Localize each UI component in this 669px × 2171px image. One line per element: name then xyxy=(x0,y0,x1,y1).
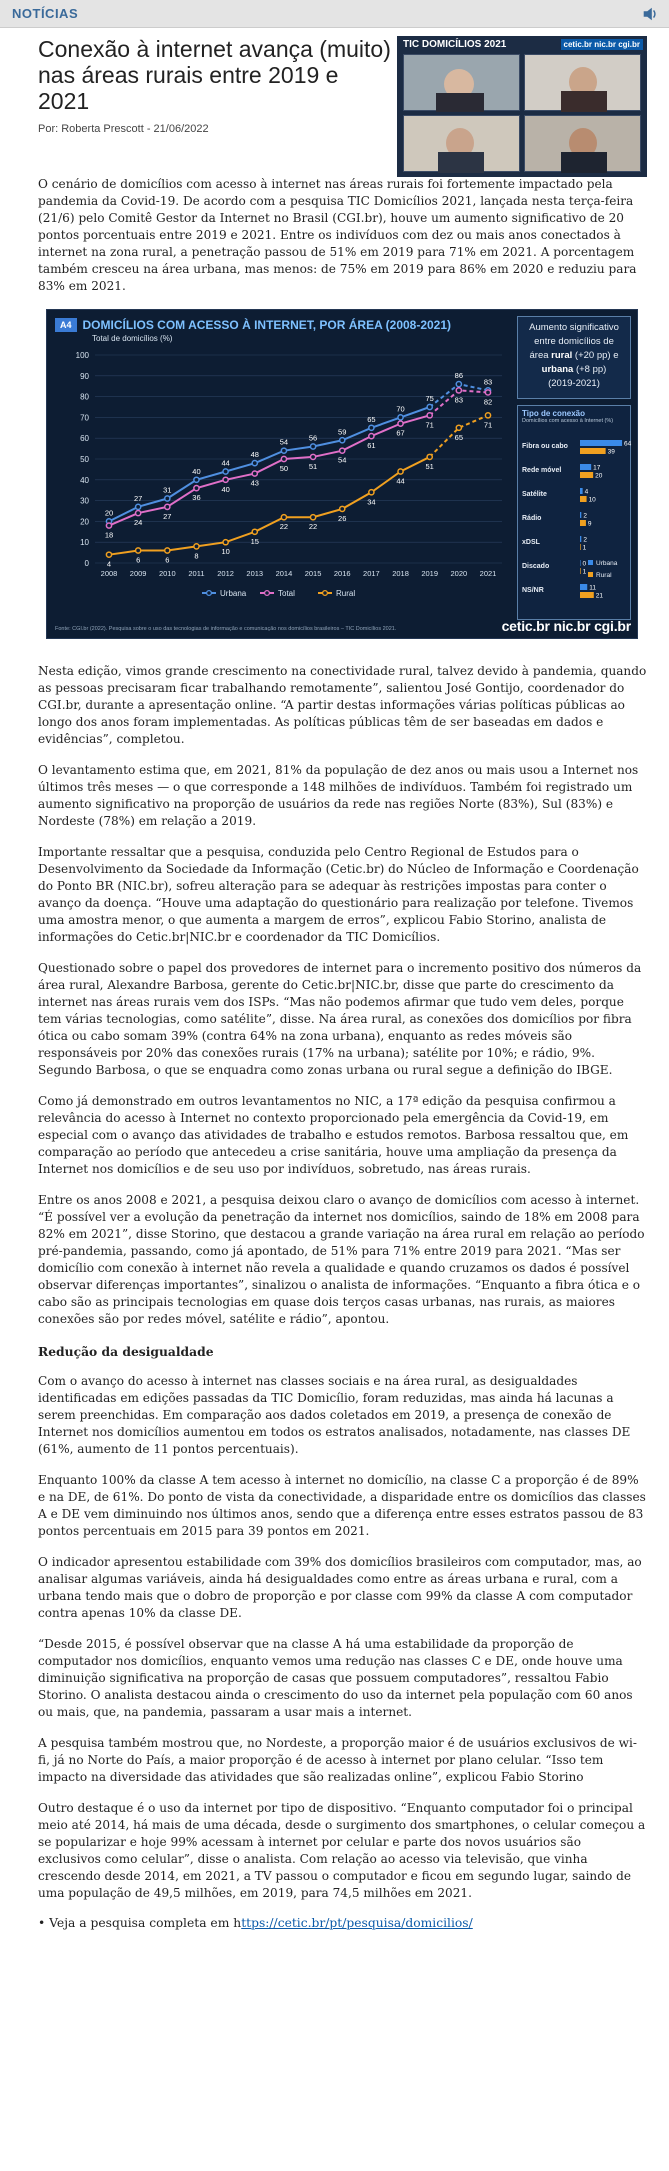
bar-rural xyxy=(580,544,581,550)
data-point xyxy=(427,454,432,459)
chart-badge: A4 xyxy=(55,318,77,332)
chart-title: DOMICÍLIOS COM ACESSO À INTERNET, POR ÁREA (2008-2021) xyxy=(82,318,452,332)
data-point xyxy=(369,490,374,495)
legend-marker xyxy=(207,591,212,596)
bar-value-label: 4 xyxy=(584,488,589,496)
x-tick-label: 2016 xyxy=(333,569,351,578)
x-tick-label: 2008 xyxy=(100,569,118,578)
data-point xyxy=(456,382,461,387)
y-tick-label: 90 xyxy=(80,371,89,381)
data-point xyxy=(485,390,490,395)
data-label: 22 xyxy=(279,522,289,532)
bar-value-label: 2 xyxy=(583,512,587,520)
bar-rural xyxy=(580,496,587,502)
body-paragraph: O levantamento estima que, em 2021, 81% da população de dez anos ou mais usou a Internet nos últimos três meses — o que corresponde a 148 milhões de indivíduos. Também foi registrado um aumento significativo na proporção de usuários da rede nas regiões Norte (83%), Sul (83%) e Nordeste (78%) em relação a 2019. xyxy=(38,763,639,828)
y-tick-label: 10 xyxy=(80,538,89,548)
data-point xyxy=(223,469,228,474)
internet-access-chart xyxy=(46,309,638,639)
x-tick-label: 2015 xyxy=(304,569,322,578)
x-tick-label: 2010 xyxy=(158,569,176,578)
bar-value-label: 20 xyxy=(595,472,603,480)
bar-chart-title: Tipo de conexão xyxy=(522,409,585,418)
data-label: 22 xyxy=(308,522,318,532)
y-tick-label: 80 xyxy=(80,392,89,402)
bar-value-label: 2 xyxy=(583,536,587,544)
data-point xyxy=(281,456,286,461)
data-point xyxy=(310,454,315,459)
series-line-rural xyxy=(109,457,430,555)
bar-urbana xyxy=(580,560,581,566)
data-point xyxy=(310,515,315,520)
data-label: 83 xyxy=(483,377,493,387)
data-point xyxy=(223,540,228,545)
data-point xyxy=(398,469,403,474)
section-bar xyxy=(0,0,669,28)
bar-category-label: Satélite xyxy=(522,491,547,498)
data-point xyxy=(485,413,490,418)
bar-value-label: 17 xyxy=(593,464,601,472)
data-label: 44 xyxy=(221,458,230,468)
bar-legend-swatch xyxy=(588,560,593,565)
body-paragraph: Enquanto 100% da classe A tem acesso à internet no domicílio, na classe C a proporção é de 89% e na DE, de 61%. Do ponto de vista da conectividade, a disparidade entre os domicílios das classes A e DE vem diminuindo nos últimos anos, sendo que a diferença entre esses estratos passou de 83 pontos percentuais em 2015 para 39 pontos em 2021. xyxy=(38,1473,646,1538)
data-label: 65 xyxy=(367,414,376,424)
data-label: 34 xyxy=(367,497,376,507)
bar-legend-label: Rural xyxy=(596,572,612,579)
bar-urbana xyxy=(580,488,583,494)
body-paragraph: A pesquisa também mostrou que, no Nordeste, a proporção maior é de usuários exclusivos de wi-fi, já no Norte do País, a maior proporção é de acesso à internet por plano celular. “Isso tem impacto na diversidade das atividades que são realizadas online”, explicou Fabio Storino xyxy=(38,1736,637,1784)
data-point xyxy=(398,415,403,420)
legend-label: Urbana xyxy=(220,589,247,598)
bar-urbana xyxy=(580,584,587,590)
data-point xyxy=(427,404,432,409)
bar-urbana xyxy=(580,512,581,518)
article xyxy=(0,36,669,1930)
data-label: 40 xyxy=(221,484,230,494)
callout-line: entre domicílios de xyxy=(534,336,614,347)
data-point xyxy=(310,444,315,449)
data-label: 59 xyxy=(338,427,347,437)
bar-category-label: NS/NR xyxy=(522,587,544,594)
line-chart-svg xyxy=(47,310,512,610)
data-label: 54 xyxy=(279,437,289,447)
data-point xyxy=(165,504,170,509)
data-point xyxy=(281,515,286,520)
bar-value-label: 64 xyxy=(624,440,632,448)
data-label: 65 xyxy=(454,432,464,442)
video-tile xyxy=(524,115,641,172)
callout-rural: rural xyxy=(551,350,573,361)
data-label: 10 xyxy=(221,547,230,557)
data-label: 43 xyxy=(250,478,259,488)
data-label: 50 xyxy=(279,464,289,473)
x-tick-label: 2018 xyxy=(392,569,409,578)
data-point xyxy=(194,486,199,491)
data-label: 8 xyxy=(194,551,199,561)
bar-value-label: 39 xyxy=(607,448,615,456)
bar-value-label: 0 xyxy=(582,560,587,568)
legend-label: Rural xyxy=(336,589,356,598)
survey-link[interactable]: ttps://cetic.br/pt/pesquisa/domicilios/ xyxy=(241,1916,473,1930)
callout-line: (2019-2021) xyxy=(548,378,600,389)
video-tile xyxy=(403,54,520,111)
data-label: 70 xyxy=(396,404,405,414)
data-label: 67 xyxy=(396,428,405,438)
data-point xyxy=(340,448,345,453)
x-tick-label: 2017 xyxy=(363,569,380,578)
x-tick-label: 2009 xyxy=(129,569,147,578)
data-label: 36 xyxy=(192,493,201,503)
bar-rural xyxy=(580,520,586,526)
legend-marker xyxy=(265,591,270,596)
speaker-icon[interactable] xyxy=(641,5,659,23)
byline: Por: Roberta Prescott - 21/06/2022 xyxy=(38,123,209,135)
data-point xyxy=(136,504,141,509)
chart-subtitle: Total de domicílios (%) xyxy=(92,334,173,343)
data-label: 27 xyxy=(163,511,172,521)
bar-rural xyxy=(580,448,606,454)
bar-chart-svg xyxy=(518,430,630,618)
data-label: 27 xyxy=(133,493,143,503)
event-photo xyxy=(397,36,647,177)
data-label: 75 xyxy=(425,394,434,403)
chart-brand: cetic.br nic.br cgi.br xyxy=(501,618,631,634)
bar-value-label: 11 xyxy=(589,584,596,592)
data-point xyxy=(252,471,257,476)
data-label: 86 xyxy=(454,371,464,381)
footer-link-line xyxy=(38,1916,647,1930)
bar-category-label: Fibra ou cabo xyxy=(522,443,568,450)
data-label: 56 xyxy=(308,433,318,443)
bar-value-label: 10 xyxy=(588,496,596,504)
bar-value-label: 1 xyxy=(582,544,587,552)
data-point xyxy=(165,496,170,501)
data-point xyxy=(106,523,111,528)
callout-urbana: urbana xyxy=(541,364,574,375)
data-label: 44 xyxy=(396,476,405,486)
data-point xyxy=(106,552,111,557)
data-point xyxy=(281,448,286,453)
y-tick-label: 40 xyxy=(80,475,89,485)
data-label: 83 xyxy=(454,395,464,405)
data-point xyxy=(194,544,199,549)
data-point xyxy=(194,477,199,482)
body-paragraph: Com o avanço do acesso à internet nas classes sociais e na área rural, as desigualdades identificadas em edições passadas da TIC Domicílio, foram reduzidas, mas ainda há lacunas a serem preenchidas. Em comparação aos dados coletados em 2019, a presença de conexão de Internet nos domicílios aumentou em todos os estratos analisados, notadamente, nas classes DE (61%, aumento de 11 pontos percentuais). xyxy=(38,1374,631,1456)
data-point xyxy=(136,510,141,515)
callout-text: área xyxy=(529,350,552,361)
x-tick-label: 2021 xyxy=(479,569,497,578)
bar-urbana xyxy=(580,464,591,470)
data-label: 6 xyxy=(165,555,170,565)
y-tick-label: 70 xyxy=(80,413,89,423)
bar-urbana xyxy=(580,536,581,542)
data-label: 54 xyxy=(338,455,347,465)
data-label: 4 xyxy=(106,559,112,569)
data-point xyxy=(427,413,432,418)
y-tick-label: 100 xyxy=(75,351,89,360)
photo-logos: cetic.br nic.br cgi.br xyxy=(561,39,643,50)
y-tick-label: 60 xyxy=(80,434,89,444)
body-paragraph: Questionado sobre o papel dos provedores de internet para o incremento positivo dos números da área rural, Alexandre Barbosa, gerente do Cetic.br|NIC.br, disse que parte do crescimento da internet nas áreas rurais vem dos ISPs. “Mas não podemos afirmar que tudo vem deles, porque tem várias tecnologias, como satélite”, disse. Na área rural, as conexões dos domicílios por fibra ótica ou cabo somam 39% (contra 64% na zona urbana), enquanto as redes móveis são responsáveis por 20% das conexões rurais (17% na urbana); satélite por 10%; e rádio, 9%. Segundo Barbosa, o que se enquadra como zonas urbana ou rural segue a definição do IBGE. xyxy=(38,961,642,1077)
y-tick-label: 0 xyxy=(84,559,89,568)
x-tick-label: 2011 xyxy=(188,569,205,578)
x-tick-label: 2014 xyxy=(275,569,293,578)
bar-value-label: 1 xyxy=(582,568,587,576)
section-title: NOTÍCIAS xyxy=(12,6,79,21)
body-paragraph: Nesta edição, vimos grande crescimento na conectividade rural, talvez devido à pandemia, quando as pessoas precisaram ficar trabalhando remotamente”, salientou José Gontijo, coordenador do CGI.br, durante a apresentação online. “A partir destas informações várias políticas públicas ao longo dos anos foram implementadas. As políticas públicas têm de ser baseadas em dados e evidências”, completou. xyxy=(38,664,647,746)
y-tick-label: 50 xyxy=(80,455,89,464)
data-point xyxy=(136,548,141,553)
data-label: 26 xyxy=(338,513,347,523)
bar-category-label: Rádio xyxy=(522,515,542,522)
data-point xyxy=(340,438,345,443)
body-paragraph: “Desde 2015, é possível observar que na classe A há uma estabilidade da proporção de computador nos domicílios, enquanto vemos uma redução nas classes C e DE, onde houve uma diminuição significativa na proporção de casas que possuem computadores”, ressaltou Fabio Storino. O analista destacou ainda o crescimento do uso da internet pela população com 60 anos ou mais, que, na pandemia, passaram a usar mais a internet. xyxy=(38,1637,633,1719)
data-label: 40 xyxy=(192,466,201,476)
x-tick-label: 2013 xyxy=(246,569,264,578)
data-label: 71 xyxy=(483,420,493,430)
x-tick-label: 2019 xyxy=(421,569,439,578)
bar-category-label: xDSL xyxy=(522,539,540,546)
bar-chart-subtitle: Domicílios com acesso à Internet (%) xyxy=(522,418,614,424)
legend-label: Total xyxy=(278,589,295,598)
photo-caption: TIC DOMICÍLIOS 2021 xyxy=(403,39,507,50)
video-tile xyxy=(403,115,520,172)
bar-legend-label: Urbana xyxy=(596,560,618,567)
data-point xyxy=(340,506,345,511)
series-line-urbana xyxy=(109,407,430,521)
bar-rural xyxy=(580,472,593,478)
callout-text: (+8 pp) xyxy=(573,364,607,375)
data-label: 15 xyxy=(250,536,259,546)
data-label: 24 xyxy=(133,518,143,528)
x-tick-label: 2020 xyxy=(450,569,468,578)
subheading: Redução da desigualdade xyxy=(38,1344,214,1359)
data-point xyxy=(456,425,461,430)
bar-urbana xyxy=(580,440,622,446)
data-point xyxy=(252,461,257,466)
data-point xyxy=(456,388,461,393)
data-label: 51 xyxy=(425,461,434,471)
body-paragraph: O indicador apresentou estabilidade com 39% dos domicílios brasileiros com computador, mas, ao analisar algumas variáveis, ainda há desigualdades como entre as áreas urbana e rural, com a urbana tendo mais que o dobro de proporção e por classe com 99% da classe A com computador contra apenas 10% da classe DE. xyxy=(38,1555,642,1620)
article-title: Conexão à internet avança (muito) nas áreas rurais entre 2019 e 2021 xyxy=(38,36,391,114)
data-label: 6 xyxy=(136,555,141,565)
bar-category-label: Discado xyxy=(522,563,550,570)
bar-value-label: 9 xyxy=(587,520,592,528)
lead-paragraph: O cenário de domicílios com acesso à internet nas áreas rurais foi fortemente impactado pela pandemia da Covid-19. De acordo com a pesquisa TIC Domicílios 2021, lançada nesta terça-feira (21/6) pelo Comitê Gestor da Internet no Brasil (CGI.br), houve um aumento significativo de 20 pontos porcentuais entre 2019 e 2021. Entre os indivíduos com dez ou mais anos conectados à internet na zona rural, a penetração passou de 51% em 2019 para 71% em 2021. A porcentagem também cresceu na área urbana, mas menos: de 75% em 2019 para 86% em 2020 e reduziu para 83% em 2021. xyxy=(38,177,637,293)
data-point xyxy=(398,421,403,426)
data-point xyxy=(369,425,374,430)
video-tile xyxy=(524,54,641,111)
bar-rural xyxy=(580,568,581,574)
bar-category-label: Rede móvel xyxy=(522,467,562,474)
callout-line: Aumento significativo xyxy=(529,322,619,333)
body-paragraph: Entre os anos 2008 e 2021, a pesquisa deixou claro o avanço de domicílios com acesso à internet. “É possível ver a evolução da penetração da internet nos domicílios, saindo de 18% em 2008 para 82% em 2021”, disse Storino, que destacou a grande variação na área rural em relação ao período pré-pandemia, passando, como já apontado, de 51% para 71% entre 2019 para 2021. “Mas ser domicílio com conexão à internet não revela a qualidade e quando cruzamos os dados é possível observar diferenças importantes”, sinalizou o analista de informações. “Enquanto a fibra ótica e o cabo são as principais tecnologias em quase dois terços casas urbanas, nas rurais, as maiores conexões são por redes móvel, satélite e rádio”, apontou. xyxy=(38,1193,645,1326)
data-label: 71 xyxy=(425,420,434,430)
data-point xyxy=(252,529,257,534)
bar-legend-swatch xyxy=(588,572,593,577)
data-label: 20 xyxy=(104,508,114,518)
data-point xyxy=(369,434,374,439)
callout-line xyxy=(522,363,626,377)
data-label: 48 xyxy=(250,450,259,460)
data-label: 61 xyxy=(367,441,376,451)
x-tick-label: 2012 xyxy=(217,569,234,578)
y-tick-label: 20 xyxy=(80,517,89,527)
data-point xyxy=(223,477,228,482)
chart-source: Fonte: CGI.br (2022). Pesquisa sobre o uso das tecnologias de informação e comunicação nos domicílios brasileiros – TIC Domicílios 2021. xyxy=(55,626,397,632)
callout-text: (+20 pp) e xyxy=(572,350,619,361)
body-paragraph: Outro destaque é o uso da internet por tipo de dispositivo. “Enquanto computador foi o principal meio até 2014, há mais de uma década, desde o surgimento dos smartphones, o celular começou a se popularizar e hoje 99% acessam à internet por celular e parte dos novos usuários são exclusivos como celular”, disse o analista. Com relação ao acesso via televisão, que vinha crescendo desde 2014, em 2021, a TV passou o computador e ficou em segundo lugar, saindo de uma população de 49,5 milhões, em 2019, para 74,5 milhões em 2021. xyxy=(38,1801,646,1900)
data-label: 18 xyxy=(104,530,114,540)
body-paragraph: Importante ressaltar que a pesquisa, conduzida pelo Centro Regional de Estudos para o Desenvolvimento da Sociedade da Informação (Cetic.br) do Núcleo de Informação e Coordenação do Ponto BR (NIC.br), sofreu alteração para se adequar às restrições impostas para conter o avanço da doença. “Houve uma adaptação do questionário para realização por telefone. Tivemos uma amostra menor, o que aumenta a margem de erros”, explicou Fabio Storino, analista de informações do Cetic.br|NIC.br e coordenador da TIC Domicílios. xyxy=(38,845,639,944)
connection-type-panel xyxy=(517,405,631,620)
callout-box xyxy=(517,316,631,399)
legend-marker xyxy=(323,591,328,596)
y-tick-label: 30 xyxy=(80,496,89,506)
data-point xyxy=(165,548,170,553)
footer-prefix: • Veja a pesquisa completa em h xyxy=(38,1916,242,1930)
callout-line xyxy=(522,349,626,363)
data-label: 31 xyxy=(163,485,172,495)
data-label: 82 xyxy=(483,397,493,407)
data-label: 51 xyxy=(308,461,318,471)
bar-value-label: 21 xyxy=(595,592,604,600)
bar-rural xyxy=(580,592,594,598)
body-paragraph: Como já demonstrado em outros levantamentos no NIC, a 17ª edição da pesquisa confirmou a relevância do acesso à Internet no contexto proporcionado pela emergência da Covid-19, em especial com o avanço das atividades de trabalho e estudos remotos. Barbosa ressaltou que, em comparação ao período que antecedeu a crise sanitária, houve uma ampliação da presença da Internet nos domicílios e de seu uso por indivíduos, sobretudo, nas áreas rurais. xyxy=(38,1094,629,1176)
